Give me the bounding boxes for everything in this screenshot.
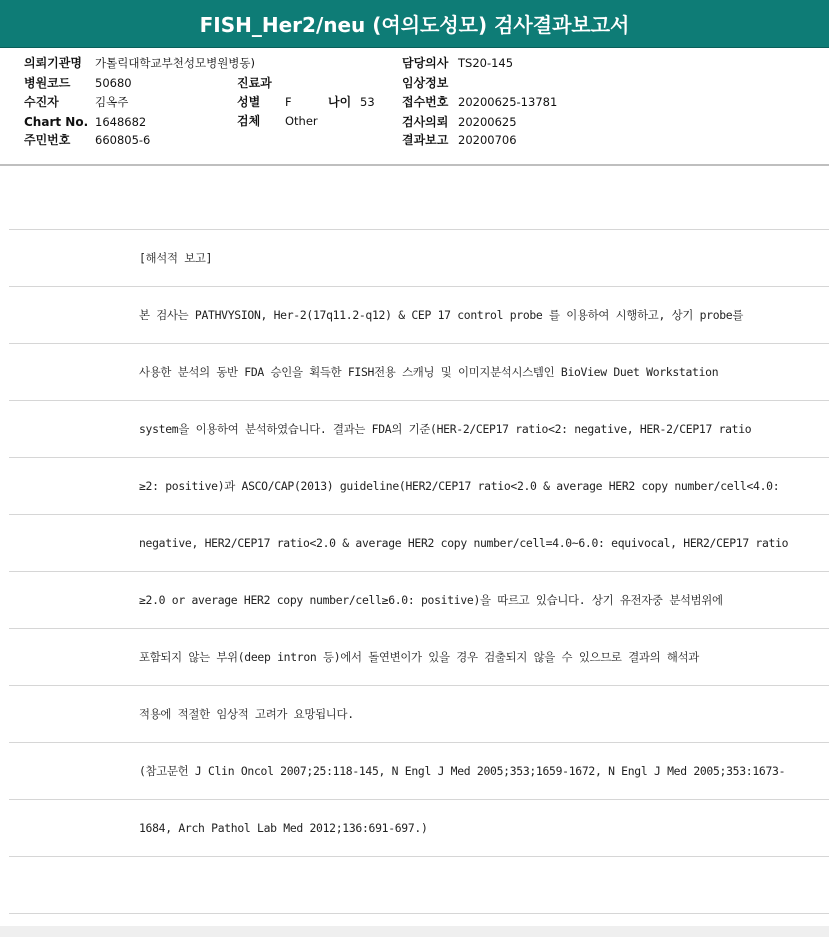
sex-label: 성별 (237, 95, 261, 109)
resident-number-value: 660805-6 (95, 133, 151, 147)
specimen-label: 검체 (237, 114, 261, 128)
report-line (9, 572, 829, 629)
age-label: 나이 (328, 95, 352, 109)
request-date-value: 20200625 (458, 115, 517, 129)
header-divider (0, 164, 829, 166)
report-line (9, 401, 829, 458)
reference-text: (참고문헌 J Clin Oncol 2007;25:118-145, N Engl J Med 2005;353;1659-1672, N Engl J Med 2005;353:1673- (139, 764, 786, 778)
hospital-code-label: 병원코드 (24, 76, 71, 90)
patient-value: 김옥주 (95, 95, 129, 109)
report-line-text (139, 857, 819, 913)
report-line (9, 686, 829, 743)
hospital-code-value: 50680 (95, 76, 132, 90)
chart-no-label: Chart No. (24, 115, 89, 129)
receipt-number-label: 접수번호 (402, 95, 449, 109)
report-line (9, 287, 829, 344)
sex-value: F (285, 95, 292, 109)
patient-label: 수진자 (24, 95, 59, 109)
report-line (9, 857, 829, 914)
interpretive-report (0, 167, 829, 927)
report-line-text: system을 이용하여 분석하였습니다. 결과는 FDA의 기준(HER-2/CEP17 ratio<2: negative, HER-2/CEP17 ratio (139, 422, 752, 436)
department-label: 진료과 (237, 76, 272, 90)
specimen-value: Other (285, 114, 318, 128)
report-line-text: ≥2.0 or average HER2 copy number/cell≥6.0: positive)을 따르고 있습니다. 상기 유전자중 분석범위에 (139, 593, 723, 607)
report-line (9, 629, 829, 686)
clinical-info-label: 임상정보 (402, 76, 449, 90)
doctor-label: 담당의사 (402, 56, 449, 70)
report-date-value: 20200706 (458, 133, 517, 147)
doctor-value: TS20-145 (458, 56, 514, 70)
report-line (9, 800, 829, 857)
resident-number-label: 주민번호 (24, 133, 71, 147)
age-value: 53 (360, 95, 375, 109)
report-title: FISH_Her2/neu (여의도성모) 검사결과보고서 (0, 0, 829, 48)
bottom-scroll-area (0, 926, 829, 937)
report-section-heading: [해석적 보고] (139, 251, 213, 265)
report-line (9, 743, 829, 800)
request-date-label: 검사의뢰 (402, 115, 449, 129)
report-line-text: 사용한 분석의 동반 FDA 승인을 획득한 FISH전용 스캐닝 및 이미지분석시스템인 BioView Duet Workstation (139, 365, 719, 379)
hospital-value: 가톨릭대학교부천성모병원병동) (95, 56, 256, 70)
report-line-text: 본 검사는 PATHVYSION, Her-2(17q11.2-q12) & CEP 17 control probe 를 이용하여 시행하고, 상기 probe를 (139, 308, 744, 322)
report-line (9, 173, 829, 230)
report-line (9, 344, 829, 401)
report-line-text: ≥2: positive)과 ASCO/CAP(2013) guideline(HER2/CEP17 ratio<2.0 & average HER2 copy number/cell<4.0: (139, 479, 780, 493)
reference-text: 1684, Arch Pathol Lab Med 2012;136:691-697.) (139, 821, 428, 835)
report-line-text: 적용에 적절한 임상적 고려가 요망됩니다. (139, 707, 354, 721)
report-line-text: 포함되지 않는 부위(deep intron 등)에서 돌연변이가 있을 경우 검출되지 않을 수 있으므로 결과의 해석과 (139, 650, 699, 664)
patient-info-panel (0, 47, 829, 165)
report-line-text: negative, HER2/CEP17 ratio<2.0 & average HER2 copy number/cell=4.0~6.0: equivocal, HER2/CEP17 ratio (139, 536, 789, 550)
report-line (9, 230, 829, 287)
hospital-label: 의뢰기관명 (24, 56, 82, 70)
chart-no-value: 1648682 (95, 115, 147, 129)
report-line-text (139, 173, 819, 229)
report-line (9, 515, 829, 572)
report-date-label: 결과보고 (402, 133, 449, 147)
report-line (9, 458, 829, 515)
receipt-number-value: 20200625-13781 (458, 95, 558, 109)
